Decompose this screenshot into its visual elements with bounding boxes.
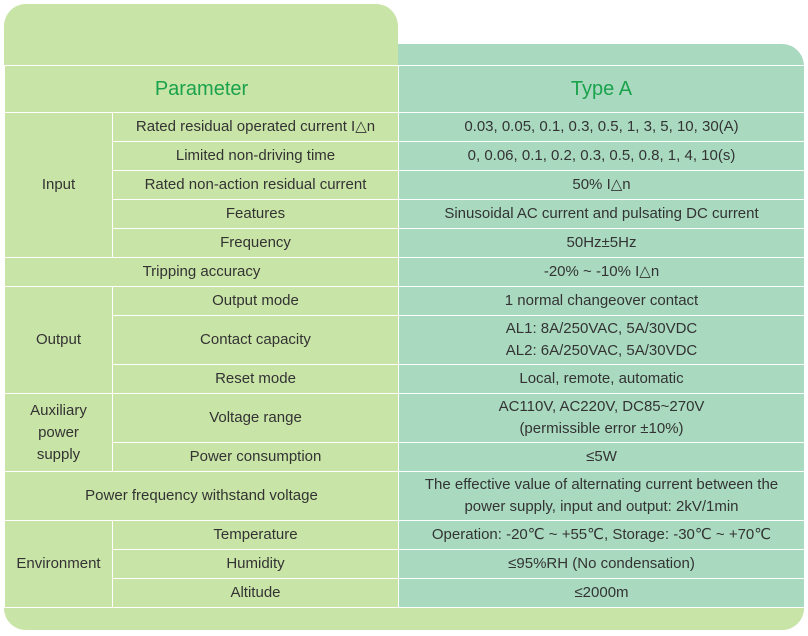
group-aux-line-2: power — [38, 423, 79, 441]
value-non-driving: 0, 0.06, 0.1, 0.2, 0.3, 0.5, 0.8, 1, 4, 10(s) — [399, 142, 805, 171]
table-row — [5, 258, 805, 287]
value-temperature: Operation: -20℃ ~ +55℃, Storage: -30℃ ~ +70℃ — [399, 521, 805, 550]
value-contact-capacity-line-1: AL1: 8A/250VAC, 5A/30VDC — [505, 320, 698, 337]
label-temperature: Temperature — [113, 521, 399, 550]
label-rated-current: Rated residual operated current I△n — [113, 113, 399, 142]
table-row — [5, 316, 805, 365]
value-humidity: ≤95%RH (No condensation) — [399, 550, 805, 579]
table-row — [5, 113, 805, 142]
parameter-header: Parameter — [5, 66, 399, 113]
label-contact-capacity: Contact capacity — [113, 316, 399, 365]
group-aux-line-1: Auxiliary — [30, 401, 87, 419]
group-environment: Environment — [5, 521, 113, 608]
label-tripping: Tripping accuracy — [5, 258, 399, 287]
value-contact-capacity-line-2: AL2: 6A/250VAC, 5A/30VDC — [505, 342, 698, 359]
value-features: Sinusoidal AC current and pulsating DC current — [399, 200, 805, 229]
value-frequency: 50Hz±5Hz — [399, 229, 805, 258]
value-withstand-voltage — [399, 472, 805, 521]
label-power-consumption: Power consumption — [113, 443, 399, 472]
value-rated-current: 0.03, 0.05, 0.1, 0.3, 0.5, 1, 3, 5, 10, 30(A) — [399, 113, 805, 142]
table-row — [5, 229, 805, 258]
label-altitude: Altitude — [113, 579, 399, 608]
label-voltage-range: Voltage range — [113, 394, 399, 443]
value-contact-capacity — [399, 316, 805, 365]
table-row — [5, 287, 805, 316]
type-a-header: Type A — [399, 66, 805, 113]
label-withstand-voltage: Power frequency withstand voltage — [5, 472, 399, 521]
label-non-driving: Limited non-driving time — [113, 142, 399, 171]
header-row — [5, 66, 805, 113]
table-row — [5, 521, 805, 550]
table-row — [5, 171, 805, 200]
label-humidity: Humidity — [113, 550, 399, 579]
value-non-action: 50% I△n — [399, 171, 805, 200]
value-withstand-line-1: The effective value of alternating current between the — [424, 476, 779, 493]
value-output-mode: 1 normal changeover contact — [399, 287, 805, 316]
label-output-mode: Output mode — [113, 287, 399, 316]
label-features: Features — [113, 200, 399, 229]
table-row — [5, 142, 805, 171]
label-frequency: Frequency — [113, 229, 399, 258]
group-input: Input — [5, 113, 113, 258]
value-voltage-line-1: AC110V, AC220V, DC85~270V — [498, 398, 705, 415]
value-voltage-line-2: (permissible error ±10%) — [519, 420, 684, 437]
table-row — [5, 579, 805, 608]
value-altitude: ≤2000m — [399, 579, 805, 608]
table-row — [5, 394, 805, 443]
table-row — [5, 365, 805, 394]
table-row — [5, 472, 805, 521]
group-aux-line-3: supply — [36, 445, 81, 463]
specification-table — [4, 65, 805, 608]
label-non-action: Rated non-action residual current — [113, 171, 399, 200]
group-output: Output — [5, 287, 113, 394]
group-auxiliary-power-supply — [5, 394, 113, 472]
table-row — [5, 550, 805, 579]
value-power-consumption: ≤5W — [399, 443, 805, 472]
label-reset-mode: Reset mode — [113, 365, 399, 394]
table-row — [5, 443, 805, 472]
table-row — [5, 200, 805, 229]
value-voltage-range — [399, 394, 805, 443]
value-withstand-line-2: power supply, input and output: 2kV/1min — [464, 498, 739, 515]
value-tripping: -20% ~ -10% I△n — [399, 258, 805, 287]
value-reset-mode: Local, remote, automatic — [399, 365, 805, 394]
